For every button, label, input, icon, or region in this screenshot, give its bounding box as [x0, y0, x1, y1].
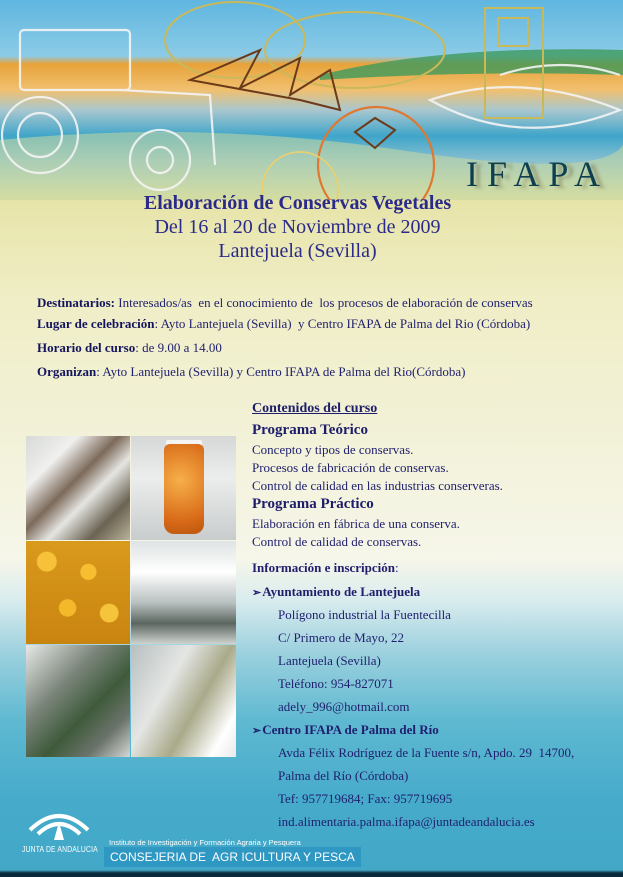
lab-technician-photo — [131, 645, 236, 757]
students-working-photo — [26, 436, 130, 540]
course-title: Elaboración de Conservas Vegetales — [143, 192, 452, 214]
address-line: Polígono industrial la Fuentecilla — [278, 607, 451, 622]
programa-practico-title: Programa Práctico — [252, 496, 374, 512]
practico-item: Elaboración en fábrica de una conserva. — [252, 516, 460, 531]
course-location: Lantejuela (Sevilla) — [218, 240, 377, 262]
organizan-label: Organizan — [37, 364, 97, 379]
preserve-jar-photo — [131, 436, 236, 540]
org-ayuntamiento — [252, 583, 574, 606]
course-dates: Del 16 al 20 de Noviembre de 2009 — [154, 216, 441, 238]
jar — [164, 444, 204, 534]
arrow-bullet-icon: ➢ — [252, 587, 262, 599]
info-destinatarios — [37, 294, 533, 315]
contact-label: Información e inscripción — [252, 560, 395, 575]
info-organizan — [37, 363, 533, 384]
phone-line: Teléfono: 954-827071 — [278, 676, 394, 691]
phone-fax-line: Tef: 957719684; Fax: 957719695 — [278, 791, 453, 806]
email-link[interactable]: adely_996@hotmail.com — [278, 699, 410, 714]
lugar-label: Lugar de celebración — [37, 316, 155, 331]
teorico-item: Control de calidad en las industrias conserveras. — [252, 478, 503, 493]
contents-heading: Contenidos del curso — [252, 401, 378, 416]
info-lugar — [37, 315, 533, 336]
ifapa-logo: IFAPA — [466, 154, 610, 194]
address-line: Palma del Río (Córdoba) — [278, 768, 409, 783]
programa-teorico-title: Programa Teórico — [252, 422, 368, 438]
junta-arch-icon — [28, 808, 90, 842]
peaches-in-syrup-photo — [26, 541, 130, 644]
teorico-item: Concepto y tipos de conservas. — [252, 442, 414, 457]
lugar-value: : Ayto Lantejuela (Sevilla) y Centro IFAPA de Palma del Rio (Córdoba) — [154, 316, 531, 331]
horario-label: Horario del curso — [37, 340, 136, 355]
course-contents — [252, 399, 503, 551]
info-horario — [37, 339, 533, 360]
bottling-machine-photo — [26, 645, 130, 757]
organizan-value: : Ayto Lantejuela (Sevilla) y Centro IFAPA de Palma del Rio(Córdoba) — [96, 364, 466, 379]
org-centro-ifapa — [252, 721, 574, 744]
institute-name: Instituto de Investigación y Formación Agraria y Pesquera — [109, 838, 301, 847]
junta-label: JUNTA DE ANDALUCIA — [22, 845, 98, 854]
org-name: Centro IFAPA de Palma del Río — [262, 722, 439, 737]
course-info — [37, 294, 533, 384]
destinatarios-value: Interesados/as en el conocimiento de los procesos de elaboración de conservas — [115, 295, 533, 310]
consejeria-label: CONSEJERIA DE AGR ICULTURA Y PESCA — [104, 847, 361, 867]
contact-heading — [252, 559, 574, 583]
practico-item: Control de calidad de conservas. — [252, 534, 422, 549]
course-title-block — [0, 191, 595, 263]
org-name: Ayuntamiento de Lantejuela — [262, 584, 421, 599]
factory-line-photo — [131, 541, 236, 644]
contact-info — [252, 559, 574, 836]
teorico-item: Procesos de fabricación de conservas. — [252, 460, 449, 475]
horario-value: : de 9.00 a 14.00 — [135, 340, 222, 355]
address-line: Avda Félix Rodríguez de la Fuente s/n, Apdo. 29 14700, — [278, 745, 575, 760]
address-line: Lantejuela (Sevilla) — [278, 653, 381, 668]
photo-collage — [26, 436, 235, 757]
arrow-bullet-icon: ➢ — [252, 725, 262, 737]
email-link[interactable]: ind.alimentaria.palma.ifapa@juntadeandalucia.es — [278, 814, 535, 829]
address-line: C/ Primero de Mayo, 22 — [278, 630, 405, 645]
destinatarios-label: Destinatarios: — [37, 295, 115, 310]
junta-andalucia-logo — [22, 808, 100, 854]
contact-label-colon: : — [395, 560, 399, 575]
